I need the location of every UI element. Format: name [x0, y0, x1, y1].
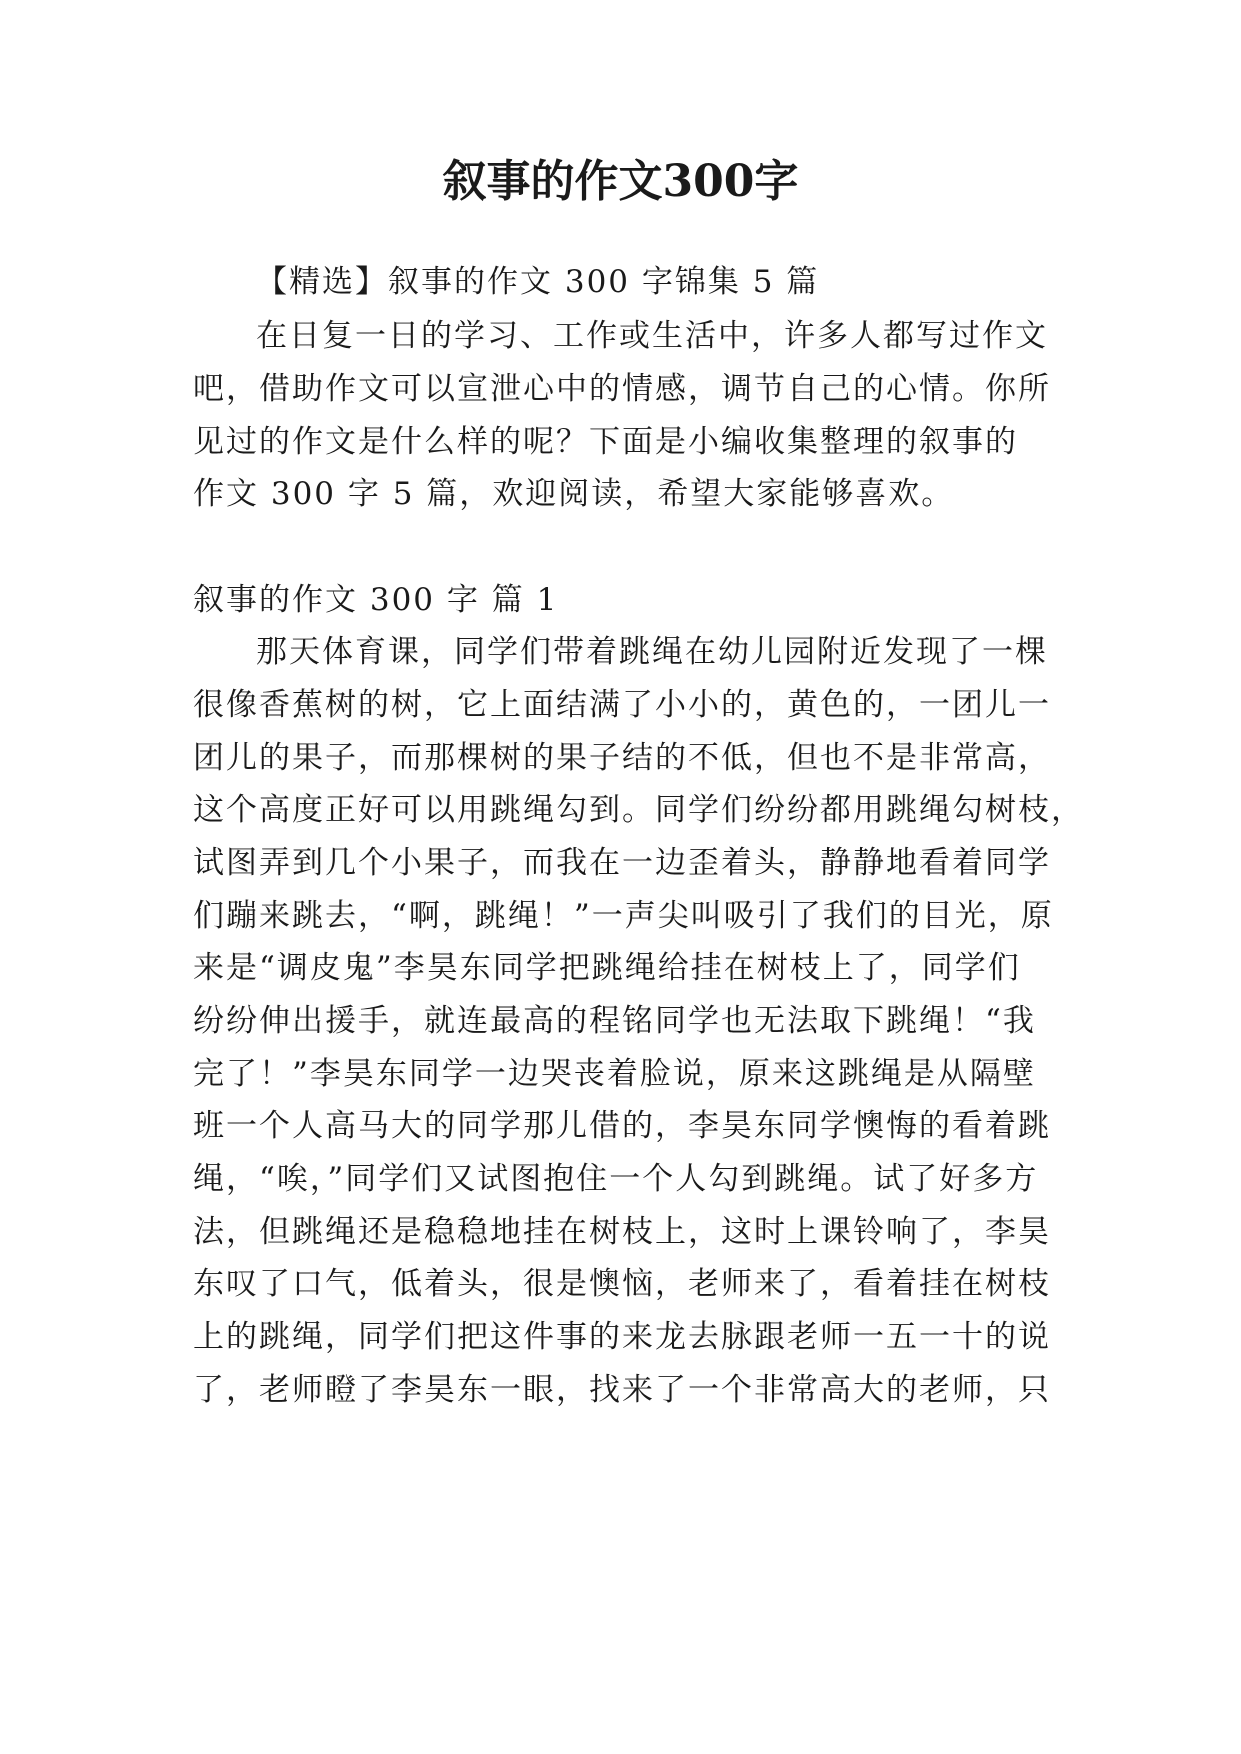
body-line: 来是“调皮鬼”李昊东同学把跳绳给挂在树枝上了，同学们 — [193, 950, 1021, 986]
body-line: 了，老师瞪了李昊东一眼，找来了一个非常高大的老师，只 — [193, 1372, 1051, 1408]
body-line: 试图弄到几个小果子，而我在一边歪着头，静静地看着同学 — [193, 845, 1051, 881]
section-heading: 叙事的作文 300 字 篇 1 — [193, 582, 559, 618]
intro-line: 作文 300 字 5 篇，欢迎阅读，希望大家能够喜欢。 — [193, 476, 955, 512]
body-line: 很像香蕉树的树，它上面结满了小小的，黄色的，一团儿一 — [193, 687, 1051, 723]
intro-line: 见过的作文是什么样的呢？下面是小编收集整理的叙事的 — [193, 424, 1018, 460]
body-line: 们蹦来跳去，“啊，跳绳！”一声尖叫吸引了我们的目光，原 — [193, 898, 1054, 934]
body-line: 班一个人高马大的同学那儿借的，李昊东同学懊悔的看着跳 — [193, 1108, 1051, 1144]
body-line: 法，但跳绳还是稳稳地挂在树枝上，这时上课铃响了，李昊 — [193, 1214, 1051, 1250]
document-subtitle: 【精选】叙事的作文 300 字锦集 5 篇 — [256, 264, 820, 300]
body-line: 完了！”李昊东同学一边哭丧着脸说，原来这跳绳是从隔壁 — [193, 1056, 1036, 1092]
intro-line: 吧，借助作文可以宣泄心中的情感，调节自己的心情。你所 — [193, 371, 1051, 407]
body-line: 纷纷伸出援手，就连最高的程铭同学也无法取下跳绳！“我 — [193, 1003, 1036, 1039]
document-title: 叙事的作文300字 — [442, 156, 799, 207]
intro-line: 在日复一日的学习、工作或生活中，许多人都写过作文 — [256, 318, 1048, 354]
body-line: 团儿的果子，而那棵树的果子结的不低，但也不是非常高， — [193, 740, 1051, 776]
body-line: 东叹了口气，低着头，很是懊恼，老师来了，看着挂在树枝 — [193, 1266, 1051, 1302]
body-line: 这个高度正好可以用跳绳勾到。同学们纷纷都用跳绳勾树枝， — [193, 792, 1084, 828]
body-line: 那天体育课，同学们带着跳绳在幼儿园附近发现了一棵 — [256, 634, 1048, 670]
body-line: 绳，“唉，”同学们又试图抱住一个人勾到跳绳。试了好多方 — [193, 1161, 1039, 1197]
body-line: 上的跳绳，同学们把这件事的来龙去脉跟老师一五一十的说 — [193, 1319, 1051, 1355]
